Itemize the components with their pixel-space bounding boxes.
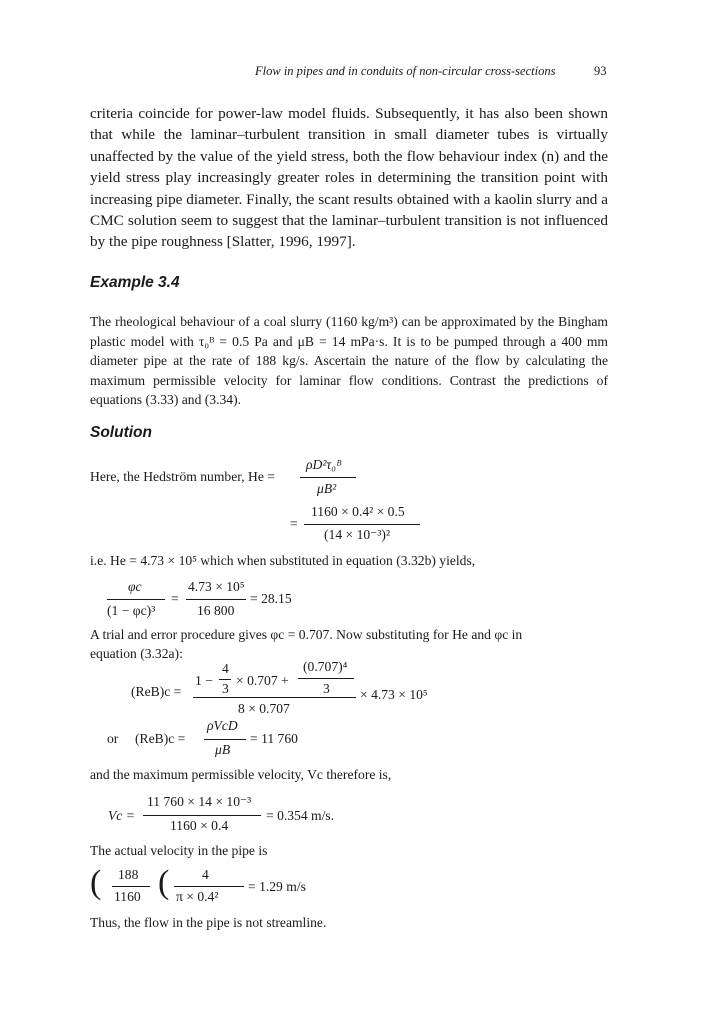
- he-result-text: i.e. He = 4.73 × 10⁵ which when substituted in equation (3.32b) yields,: [90, 553, 476, 568]
- re-lhs: (ReB)c =: [131, 684, 182, 699]
- re-power-denominator: 3: [323, 681, 330, 696]
- vc-denominator: 1160 × 0.4: [170, 818, 229, 833]
- vmax-text: and the maximum permissible velocity, Vc therefore is,: [90, 767, 392, 782]
- av-result: = 1.29 m/s: [248, 879, 306, 894]
- re-times: × 4.73 × 10⁵: [360, 687, 428, 702]
- re2-result: = 11 760: [250, 731, 298, 746]
- solution-heading: Solution: [90, 424, 152, 441]
- trial-text-line1: A trial and error procedure gives φc = 0.707. Now substituting for He and φc in: [90, 627, 523, 642]
- page-number: 93: [594, 64, 607, 78]
- vc-lhs: Vc =: [108, 808, 135, 823]
- av-numerator-1: 188: [118, 867, 139, 882]
- or-label: or: [107, 731, 119, 746]
- left-paren-1: (: [90, 864, 102, 901]
- phi-fraction-bar: [107, 599, 165, 600]
- actual-velocity-text: The actual velocity in the pipe is: [90, 843, 268, 858]
- re-main-fraction-bar: [193, 697, 356, 698]
- phi-result: = 28.15: [250, 591, 292, 606]
- trial-text-line2: equation (3.32a):: [90, 646, 183, 661]
- he-equals: =: [290, 516, 298, 531]
- re-power-numerator: (0.707)⁴: [303, 659, 348, 674]
- phi-equals: =: [171, 591, 179, 606]
- av-denominator-1: 1160: [114, 889, 141, 904]
- running-title: Flow in pipes and in conduits of non-circular cross-sections: [255, 64, 556, 78]
- re-power-fraction-bar: [298, 678, 354, 679]
- av-fraction-bar-1: [112, 886, 150, 887]
- vc-numerator: 11 760 × 14 × 10⁻³: [147, 794, 252, 809]
- left-paren-2: (: [158, 864, 170, 901]
- he-denominator-values: (14 × 10⁻³)²: [324, 527, 391, 542]
- re-four: 4: [222, 661, 229, 676]
- av-numerator-2: 4: [202, 867, 209, 882]
- he-values-fraction-bar: [304, 524, 420, 525]
- re2-denominator: μB: [215, 742, 231, 757]
- he-denominator-symbolic: μB²: [317, 481, 337, 496]
- re-three: 3: [222, 681, 229, 696]
- re-small-fraction-bar: [219, 679, 231, 680]
- vc-result: = 0.354 m/s.: [266, 808, 335, 823]
- av-denominator-2: π × 0.4²: [176, 889, 219, 904]
- example-heading: Example 3.4: [90, 274, 180, 291]
- hedstrom-intro: Here, the Hedström number, He =: [90, 469, 275, 484]
- conclusion-text: Thus, the flow in the pipe is not streamline.: [90, 915, 327, 930]
- he-numerator-symbolic: ρD²τ₀ᴮ: [306, 457, 342, 472]
- phi-frac-bar: [186, 599, 246, 600]
- phi-frac-denominator: 16 800: [197, 603, 235, 618]
- re2-fraction-bar: [204, 739, 246, 740]
- phi-numerator: φc: [128, 579, 142, 594]
- intro-paragraph: criteria coincide for power-law model fluids. Subsequently, it has also been shown that while the laminar–turbulent transition in small diameter tubes is virtually unaffected by the value of the yield stress, both the flow behaviour index (n) and the yield stress play increasingly greater roles in determining the transition point with increasing pipe diameter. Finally, the scant results obtained with a kaolin slurry and a CMC solution seem to suggest that the laminar–turbulent transition is not influenced by the pipe roughness [Slatter, 1996, 1997].: [90, 105, 608, 251]
- phi-frac-numerator: 4.73 × 10⁵: [188, 579, 245, 594]
- re-mid: × 0.707 +: [236, 673, 289, 688]
- he-numerator-values: 1160 × 0.4² × 0.5: [311, 504, 405, 519]
- re-denominator: 8 × 0.707: [238, 701, 290, 716]
- re-num-start: 1 −: [195, 673, 213, 688]
- re2-numerator: ρVcD: [207, 718, 238, 733]
- he-fraction-bar: [300, 477, 356, 478]
- example-problem: The rheological behaviour of a coal slurry (1160 kg/m³) can be approximated by the Bingham plastic model with τ₀ᴮ = 0.5 Pa and μB = 14 mPa·s. It is to be pumped through a 400 mm diameter pipe at the rate of 188 kg/s. Ascertain the nature of the flow by calculating the maximum permissible velocity for laminar flow conditions. Contrast the predictions of equations (3.33) and (3.34).: [90, 314, 608, 408]
- vc-fraction-bar: [143, 815, 261, 816]
- phi-denominator: (1 − φc)³: [107, 603, 156, 618]
- re2-lhs: (ReB)c =: [135, 731, 186, 746]
- av-fraction-bar-2: [174, 886, 244, 887]
